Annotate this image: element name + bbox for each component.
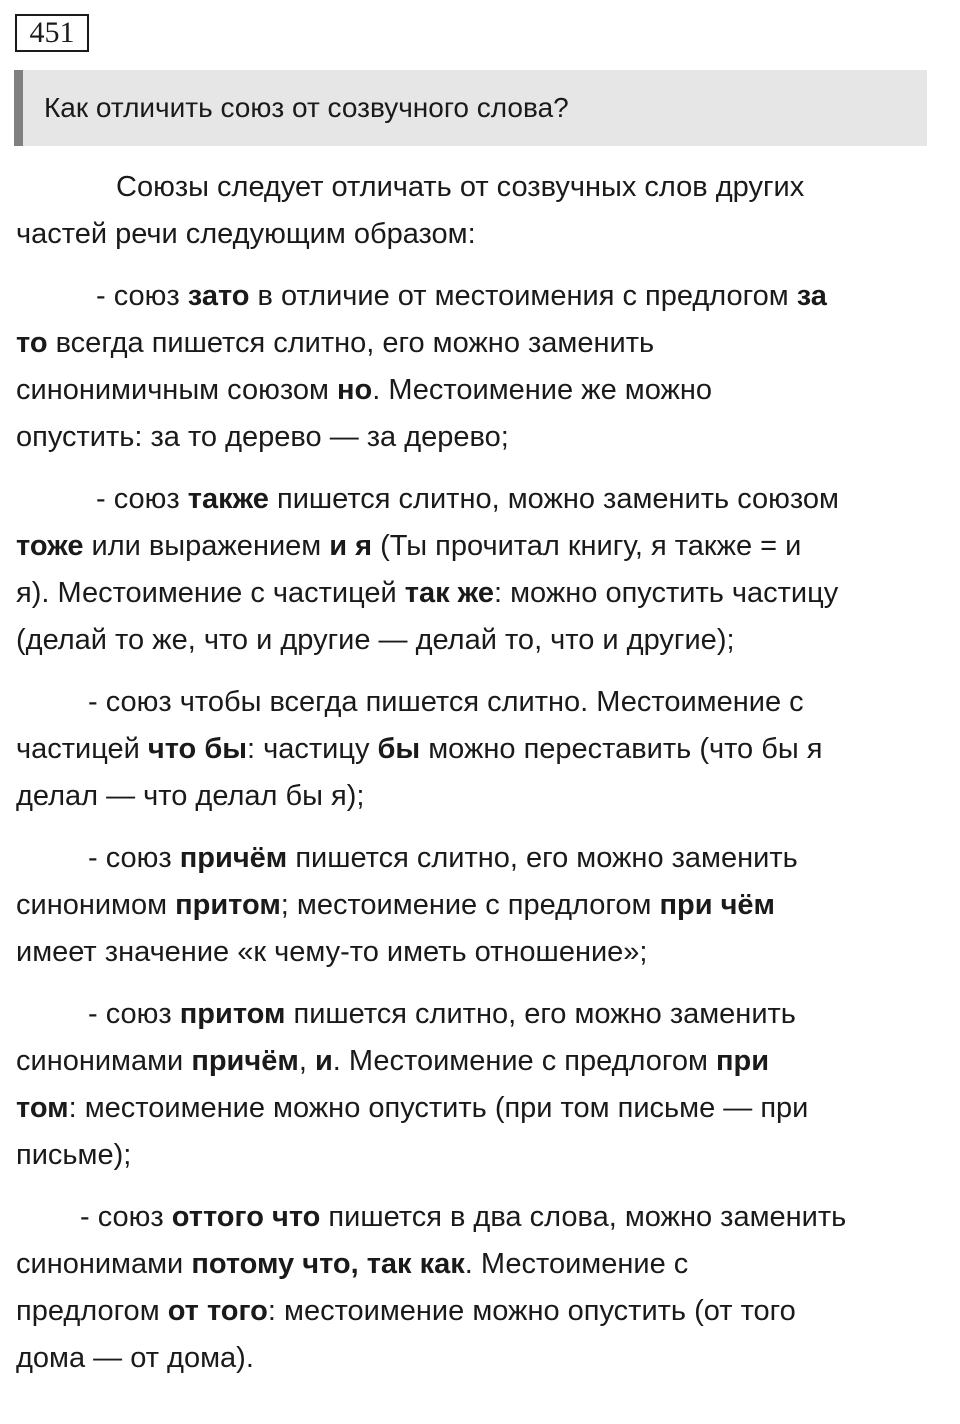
- text-segment: дома — от дома).: [16, 1342, 254, 1374]
- highlighted-term: при чём: [659, 889, 776, 921]
- text-segment: . Местоимение с предлогом: [332, 1045, 716, 1077]
- text-segment: . Местоимение же можно: [372, 374, 713, 406]
- text-segment: - союз: [88, 842, 180, 874]
- text-line: [16, 726, 946, 773]
- text-segment: . Местоимение с: [464, 1248, 689, 1280]
- answer-paragraph: [16, 1194, 946, 1382]
- text-segment: синонимами: [16, 1248, 192, 1280]
- highlighted-term: тоже: [16, 530, 84, 562]
- text-segment: пишется в два слова, можно заменить: [320, 1201, 847, 1233]
- text-segment: имеет значение «к чему-то иметь отношение»;: [16, 936, 648, 968]
- answer-body: [16, 164, 946, 1397]
- question-title: Как отличить союз от созвучного слова?: [44, 92, 569, 123]
- text-line: [16, 570, 946, 617]
- highlighted-term: зато: [187, 280, 250, 312]
- highlighted-term: за: [796, 280, 827, 312]
- highlighted-term: и: [314, 1045, 333, 1077]
- text-segment: синонимичным союзом: [16, 374, 337, 406]
- question-header: [14, 70, 927, 146]
- text-segment: в отличие от местоимения с предлогом: [249, 280, 797, 312]
- highlighted-term: что бы: [147, 733, 247, 765]
- text-segment: или выражением: [83, 530, 330, 562]
- text-line: [16, 1241, 946, 1288]
- text-line: [16, 773, 946, 820]
- text-segment: ,: [298, 1045, 315, 1077]
- text-segment: предлогом: [16, 1295, 168, 1327]
- text-segment: : можно опустить частицу: [494, 577, 839, 609]
- highlighted-term: потому что, так как: [191, 1248, 465, 1280]
- text-line: [16, 617, 946, 664]
- text-segment: опустить: за то дерево — за дерево;: [16, 421, 509, 453]
- text-segment: ; местоимение с предлогом: [280, 889, 660, 921]
- text-line: [16, 211, 946, 258]
- text-line: [16, 367, 946, 414]
- highlighted-term: от того: [167, 1295, 268, 1327]
- text-line: [16, 1038, 946, 1085]
- answer-paragraph: [16, 273, 946, 461]
- highlighted-term: также: [187, 483, 269, 515]
- text-line: [16, 1335, 946, 1382]
- text-segment: частей речи следующим образом:: [16, 218, 476, 250]
- highlighted-term: так же: [404, 577, 494, 609]
- text-line: [16, 414, 946, 461]
- highlighted-term: и я: [329, 530, 373, 562]
- highlighted-term: при: [715, 1045, 770, 1077]
- text-line: [16, 835, 946, 882]
- text-line: [16, 273, 946, 320]
- text-segment: : местоимение можно опустить (при том письме — при: [68, 1092, 809, 1124]
- text-line: [16, 679, 946, 726]
- text-segment: можно переставить (что бы я: [420, 733, 823, 765]
- highlighted-term: то: [16, 327, 48, 359]
- text-line: [16, 164, 946, 211]
- text-segment: пишется слитно, его можно заменить: [285, 998, 796, 1030]
- text-segment: пишется слитно, можно заменить союзом: [268, 483, 839, 515]
- text-line: [16, 1194, 946, 1241]
- text-line: [16, 320, 946, 367]
- highlighted-term: оттого что: [171, 1201, 321, 1233]
- text-segment: - союз: [96, 280, 188, 312]
- highlighted-term: том: [16, 1092, 69, 1124]
- text-segment: - союз: [88, 998, 180, 1030]
- page-number: 451: [15, 14, 89, 52]
- answer-paragraph: [16, 835, 946, 976]
- text-segment: всегда пишется слитно, его можно заменить: [47, 327, 655, 359]
- text-segment: (делай то же, что и другие — делай то, что и другие);: [16, 624, 735, 656]
- text-segment: : частицу: [247, 733, 378, 765]
- text-segment: письме);: [16, 1139, 132, 1171]
- text-line: [16, 882, 946, 929]
- text-line: [16, 1288, 946, 1335]
- text-segment: синонимами: [16, 1045, 192, 1077]
- answer-paragraph: [16, 476, 946, 664]
- text-line: [16, 1132, 946, 1179]
- answer-paragraph: [16, 991, 946, 1179]
- answer-paragraph: [16, 164, 946, 258]
- text-segment: (Ты прочитал книгу, я также = и: [372, 530, 802, 562]
- text-segment: - союз: [80, 1201, 172, 1233]
- text-segment: делал — что делал бы я);: [16, 780, 365, 812]
- highlighted-term: притом: [179, 998, 286, 1030]
- text-segment: - союз: [96, 483, 188, 515]
- text-segment: - союз чтобы всегда пишется слитно. Местоимение с: [88, 686, 804, 718]
- answer-paragraph: [16, 679, 946, 820]
- text-segment: синонимом: [16, 889, 176, 921]
- highlighted-term: причём: [179, 842, 288, 874]
- text-segment: Союзы следует отличать от созвучных слов других: [116, 171, 805, 203]
- text-line: [16, 1085, 946, 1132]
- text-line: [16, 929, 946, 976]
- text-segment: частицей: [16, 733, 148, 765]
- text-line: [16, 523, 946, 570]
- text-line: [16, 476, 946, 523]
- text-line: [16, 991, 946, 1038]
- highlighted-term: но: [336, 374, 373, 406]
- highlighted-term: причём: [191, 1045, 299, 1077]
- highlighted-term: бы: [377, 733, 421, 765]
- text-segment: : местоимение можно опустить (от того: [267, 1295, 796, 1327]
- text-segment: пишется слитно, его можно заменить: [287, 842, 798, 874]
- text-segment: я). Местоимение с частицей: [16, 577, 405, 609]
- highlighted-term: притом: [175, 889, 281, 921]
